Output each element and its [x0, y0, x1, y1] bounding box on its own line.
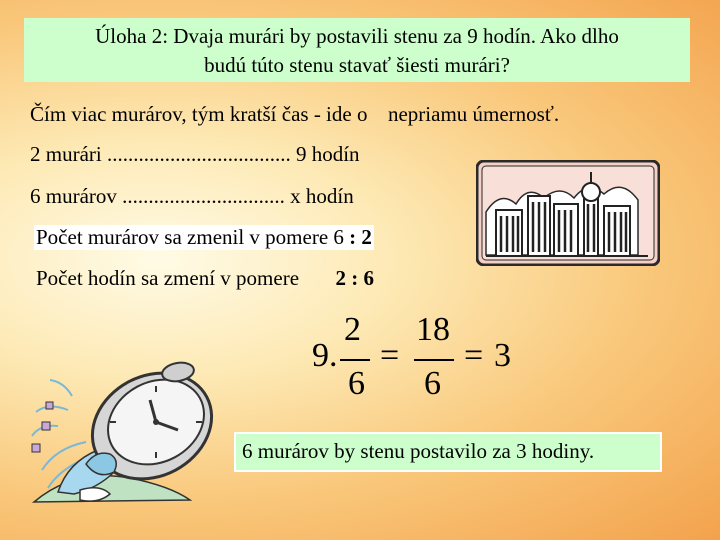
alarm-clock-icon — [28, 352, 238, 512]
statement-suffix: nepriamu úmernosť. — [387, 102, 560, 126]
task-title-box — [24, 18, 690, 82]
city-skyline-image — [476, 160, 660, 266]
two-workers-line: 2 murári ................................... 9 hodín — [30, 142, 360, 166]
formula-denominator-2: 6 — [424, 365, 441, 402]
calculation-formula — [310, 308, 530, 408]
formula-numerator-1: 2 — [344, 311, 361, 348]
task-title-line-1: Úloha 2: Dvaja murári by postavili stenu za 9 hodín. Ako dlho — [95, 24, 619, 48]
answer-box: 6 murárov by stenu postavilo za 3 hodiny. — [234, 432, 662, 472]
inverse-proportion-statement — [30, 102, 559, 127]
flying-clock-image — [28, 352, 238, 512]
task-title-line-2: budú túto stenu stavať šiesti murári? — [204, 53, 510, 77]
workers-ratio-line — [34, 225, 374, 250]
formula-equals-1: = — [380, 337, 400, 374]
workers-ratio-value: : 2 — [349, 225, 372, 249]
formula-numerator-2: 18 — [416, 311, 450, 348]
statement-prefix: Čím viac murárov, tým kratší čas - ide o — [30, 102, 368, 126]
hours-ratio-value: 2 : 6 — [335, 266, 375, 290]
formula-result: 3 — [494, 337, 511, 374]
hours-ratio-text: Počet hodín sa zmení v pomere — [36, 266, 300, 290]
six-workers-line: 6 murárov ............................... x hodín — [30, 184, 354, 208]
hours-ratio-line — [36, 266, 374, 291]
formula-equals-2: = — [464, 337, 484, 374]
city-skyline-icon — [476, 160, 660, 266]
formula-multiplier: 9. — [312, 337, 338, 374]
workers-ratio-text: Počet murárov sa zmenil v pomere 6 — [36, 225, 344, 249]
formula-denominator-1: 6 — [348, 365, 365, 402]
